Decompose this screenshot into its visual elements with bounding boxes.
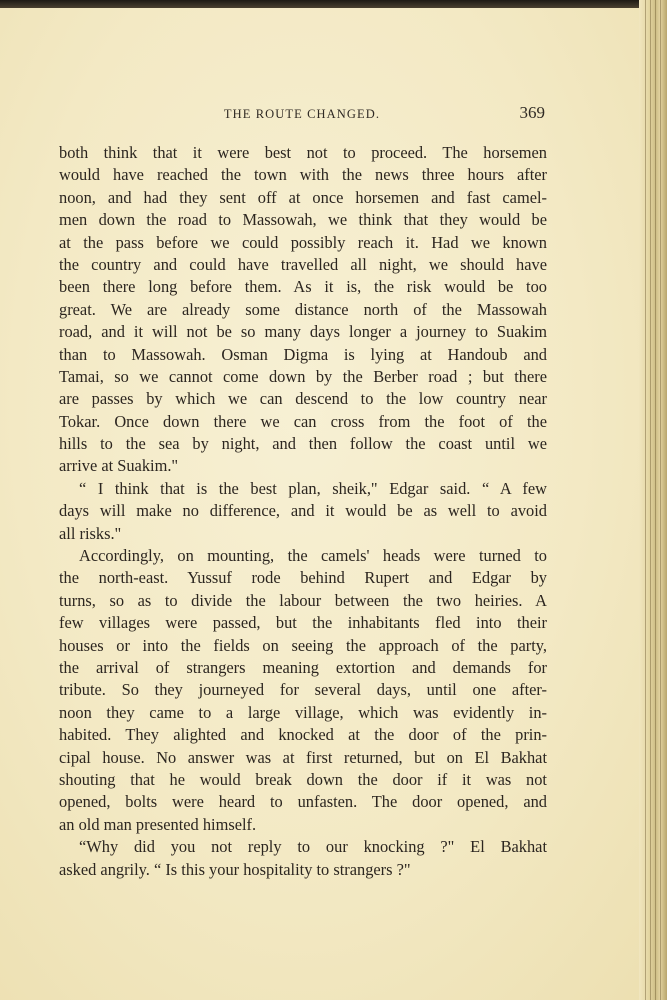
- page-edge-line: [660, 0, 661, 1000]
- page-top-shadow: [0, 0, 667, 8]
- text-line: great. We are already some distance north of the Massowah: [59, 299, 547, 319]
- text-line: an old man presented himself.: [59, 814, 257, 834]
- text-line: the country and could have travelled all night, we should have: [59, 254, 547, 274]
- text-line: all risks.": [59, 523, 122, 543]
- text-line: turns, so as to divide the labour between the two heiries. A: [59, 590, 547, 610]
- text-line: noon they came to a large village, which was evidently in-: [59, 702, 547, 722]
- text-line: the north-east. Yussuf rode behind Rupert and Edgar by: [59, 568, 547, 588]
- text-line: habited. They alighted and knocked at the door of the prin-: [59, 725, 547, 745]
- running-head: [59, 103, 545, 127]
- page-number: 369: [519, 103, 545, 122]
- text-line: been there long before them. As it is, the risk would be too: [59, 277, 547, 297]
- text-line: than to Massowah. Osman Digma is lying at Handoub and: [59, 344, 547, 364]
- text-line: asked angrily. “ Is this your hospitality to strangers ?": [59, 859, 411, 879]
- page-edge-line: [655, 0, 656, 1000]
- text-line: Accordingly, on mounting, the camels' heads were turned to: [79, 546, 547, 566]
- text-line: “ I think that is the best plan, sheik," Edgar said. “ A few: [79, 478, 547, 498]
- text-line: days will make no difference, and it would be as well to avoid: [59, 501, 547, 521]
- body-text: [59, 142, 547, 881]
- text-line: at the pass before we could possibly reach it. Had we known: [59, 232, 547, 252]
- text-line: Tamai, so we cannot come down by the Berber road ; but there: [59, 366, 547, 386]
- text-line: the arrival of strangers meaning extortion and demands for: [59, 657, 547, 677]
- text-line: few villages were passed, but the inhabitants fled into their: [59, 613, 547, 633]
- page-edge-line: [650, 0, 651, 1000]
- text-line: tribute. So they journeyed for several days, until one after-: [59, 680, 547, 700]
- text-line: road, and it will not be so many days longer a journey to Suakim: [59, 322, 547, 342]
- text-line: “Why did you not reply to our knocking ?" El Bakhat: [79, 837, 547, 857]
- text-line: opened, bolts were heard to unfasten. The door opened, and: [59, 792, 547, 812]
- text-line: arrive at Suakim.": [59, 456, 179, 476]
- text-line: shouting that he would break down the door if it was not: [59, 769, 547, 789]
- page-edge-line: [645, 0, 646, 1000]
- running-head-title: THE ROUTE CHANGED.: [223, 107, 381, 121]
- text-line: Tokar. Once down there we can cross from the foot of the: [59, 411, 547, 431]
- text-line: noon, and had they sent off at once horsemen and fast camel-: [59, 187, 547, 207]
- text-line: hills to the sea by night, and then follow the coast until we: [59, 434, 547, 454]
- text-line: would have reached the town with the news three hours after: [59, 165, 547, 185]
- text-line: both think that it were best not to proceed. The horsemen: [59, 143, 547, 162]
- text-line: men down the road to Massowah, we think that they would be: [59, 210, 547, 230]
- text-line: cipal house. No answer was at first returned, but on El Bakhat: [59, 747, 547, 767]
- text-line: houses or into the fields on seeing the approach of the party,: [59, 635, 547, 655]
- page-right-edge: [639, 0, 667, 1000]
- text-line: are passes by which we can descend to the low country near: [59, 389, 547, 409]
